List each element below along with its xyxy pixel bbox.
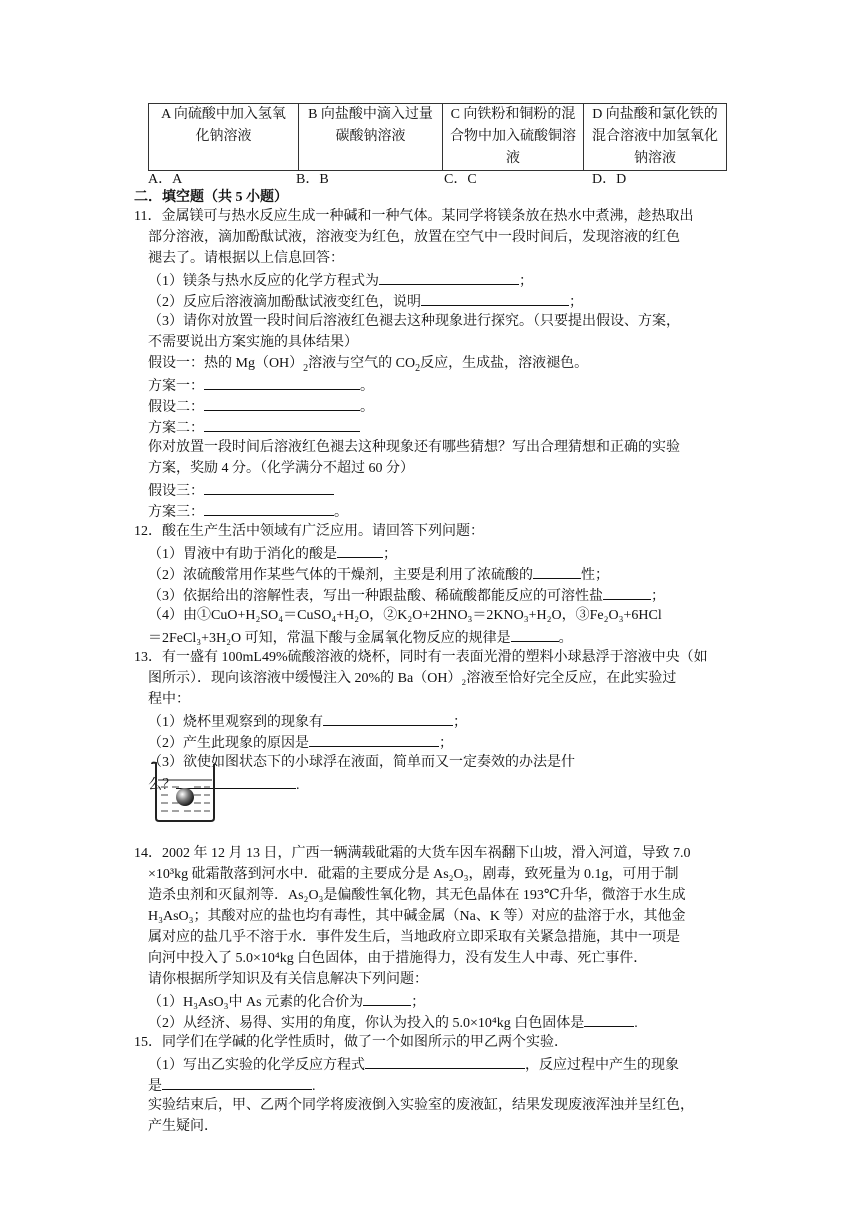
q14-line7: 请你根据所学知识及有关信息解决下列问题：: [148, 972, 428, 987]
option-d-cell: D 向盐酸和氯化铁的 混合溶液中加氢氧化 钠溶液: [584, 104, 727, 171]
q11-hypothesis2: 假设二： 。: [148, 396, 374, 418]
q11-part2: （2）反应后溶液滴加酚酞试液变红色，说明 ；: [148, 291, 583, 313]
q11-line2: 部分溶液，滴加酚酞试液，溶液变为红色，放置在空气中一段时间后，发现溶液的红色: [148, 230, 680, 245]
q13-line2: 图所示）．现向该溶液中缓慢注入 20%的 Ba（OH）₂溶液至恰好完全反应，在此实验过: [148, 671, 677, 686]
q13-part1: （1）烧杯里观察到的现象有 ；: [148, 711, 467, 733]
q12-blank2[interactable]: [533, 564, 581, 579]
q15-blank1[interactable]: [365, 1054, 525, 1069]
q14-blank1[interactable]: [363, 991, 411, 1006]
choice-b[interactable]: B．B: [296, 172, 329, 187]
q11-extra2: 方案，奖励 4 分。（化学满分不超过 60 分）: [148, 461, 414, 476]
q13-blank1[interactable]: [323, 711, 453, 726]
q14-line4: H₃AsO₃；其酸对应的盐也均有毒性，其中碱金属（Na、K 等）对应的盐溶于水，其他金: [148, 909, 686, 924]
q11-blank-hyp2[interactable]: [204, 396, 360, 411]
choices-row: [148, 170, 626, 190]
q15-blank2[interactable]: [162, 1075, 312, 1090]
q13-part3b: 么？ .: [148, 774, 300, 796]
q12-blank3[interactable]: [603, 585, 651, 600]
q12-line1: 12．酸在生产生活中领域有广泛应用。请回答下列问题：: [134, 524, 484, 539]
q15-line1: 15．同学们在学碱的化学性质时，做了一个如图所示的甲乙两个实验．: [134, 1035, 568, 1050]
q11-blank-hyp3[interactable]: [204, 480, 334, 495]
q12-part3: （3）依据给出的溶解性表，写出一种跟盐酸、稀硫酸都能反应的可溶性盐 ；: [148, 585, 665, 607]
q13-line1: 13．有一盛有 100mL49%硫酸溶液的烧杯，同时有一表面光滑的塑料小球悬浮于溶液中央（如: [134, 650, 708, 665]
q13-part2: （2）产生此现象的原因是 ；: [148, 732, 453, 754]
q12-part1: （1）胃液中有助于消化的酸是 ；: [148, 543, 397, 565]
q14-line2: ×10³kg 砒霜散落到河水中．砒霜的主要成分是 As₂O₃，剧毒，致死量为 0.1g，可用于制: [148, 867, 679, 882]
option-b-cell: B 向盐酸中滴入过量 碳酸钠溶液: [299, 104, 443, 171]
q14-part2: （2）从经济、易得、实用的角度，你认为投入的 5.0×10⁴kg 白色固体是 .: [148, 1012, 638, 1034]
q11-part3a: （3）请你对放置一段时间后溶液红色褪去这种现象进行探究。（只要提出假设、方案，: [148, 314, 680, 329]
q14-part1: （1）H₃AsO₃中 As 元素的化合价为 ；: [148, 991, 425, 1013]
q11-scheme2: 方案二：: [148, 417, 360, 439]
section-title: 二．填空题（共 5 小题）: [134, 190, 288, 205]
q11-part3b: 不需要说出方案实施的具体结果）: [148, 335, 358, 350]
option-a-cell: A 向硫酸中加入氢氧 化钠溶液: [149, 104, 299, 171]
beaker-diagram: [148, 760, 222, 824]
q11-line1: 11．金属镁可与热水反应生成一种碱和一种气体。某同学将镁条放在热水中煮沸，趁热取出: [134, 209, 694, 224]
q14-line6: 向河中投入了 5.0×10⁴kg 白色固体，由于措施得力，没有发生人中毒、死亡事件．: [148, 951, 648, 966]
q11-scheme1: 方案一： 。: [148, 375, 374, 397]
q11-blank-scheme1[interactable]: [204, 375, 360, 390]
choice-d[interactable]: D．D: [592, 172, 627, 187]
q12-blank4[interactable]: [511, 627, 559, 642]
option-c-cell: C 向铁粉和铜粉的混 合物中加入硫酸铜溶 液: [443, 104, 584, 171]
q12-part2: （2）浓硫酸常用作某些气体的干燥剂，主要是利用了浓硫酸的 性；: [148, 564, 609, 586]
q15-part1c: 是 .: [148, 1075, 316, 1097]
q11-hypothesis1: 假设一：热的 $Mg(OH)_2$溶液与空气的 $CO_2$反应，生成盐，溶液褪色。: [148, 356, 589, 374]
q12-part4: （4）由①CuO+H₂SO₄＝CuSO₄+H₂O，②K₂O+2HNO₃＝2KNO₃+H₂O，③Fe₂O₃+6HCl: [148, 608, 662, 623]
options-table: [148, 103, 727, 171]
q12-blank1[interactable]: [337, 543, 383, 558]
q15-line3: 产生疑问．: [148, 1119, 218, 1134]
q12-part4b: ＝2FeCl₃+3H₂O 可知，常温下酸与金属氧化物反应的规律是 。: [148, 627, 573, 649]
q15-part1: （1）写出乙实验的化学反应方程式 ，反应过程中产生的现象: [148, 1054, 679, 1076]
q15-line2: 实验结束后，甲、乙两个同学将废液倒入实验室的废液缸，结果发现废液浑浊并呈红色，: [148, 1098, 694, 1113]
q14-blank2[interactable]: [584, 1012, 634, 1027]
q11-line3: 褪去了。请根据以上信息回答：: [148, 251, 344, 266]
q13-line3: 程中：: [148, 692, 190, 707]
q14-line5: 属对应的盐几乎不溶于水．事件发生后，当地政府立即采取有关紧急措施，其中一项是: [148, 930, 680, 945]
choice-c[interactable]: C．C: [444, 172, 477, 187]
q11-hypothesis3: 假设三：: [148, 480, 334, 502]
q11-scheme3: 方案三： 。: [148, 501, 348, 523]
q11-part1: （1）镁条与热水反应的化学方程式为 ；: [148, 270, 533, 292]
q11-blank-scheme3[interactable]: [204, 501, 334, 516]
q11-blank1[interactable]: [379, 270, 519, 285]
plastic-ball: [176, 788, 194, 806]
q11-extra1: 你对放置一段时间后溶液红色褪去这种现象还有哪些猜想？写出合理猜想和正确的实验: [148, 440, 680, 455]
q14-line3: 造杀虫剂和灭鼠剂等．As₂O₃是偏酸性氧化物，其无色晶体在 193℃升华，微溶于水生成: [148, 888, 686, 903]
q14-line1: 14．2002 年 12 月 13 日，广西一辆满载砒霜的大货车因车祸翻下山坡，滑入河道，导致 7.0: [134, 846, 691, 861]
q11-blank-scheme2[interactable]: [204, 417, 360, 432]
q13-part3: （3）欲使如图状态下的小球浮在液面，简单而又一定奏效的办法是什: [148, 755, 575, 770]
q13-blank2[interactable]: [309, 732, 439, 747]
q11-blank2[interactable]: [421, 291, 569, 306]
choice-a[interactable]: A．A: [148, 172, 183, 187]
